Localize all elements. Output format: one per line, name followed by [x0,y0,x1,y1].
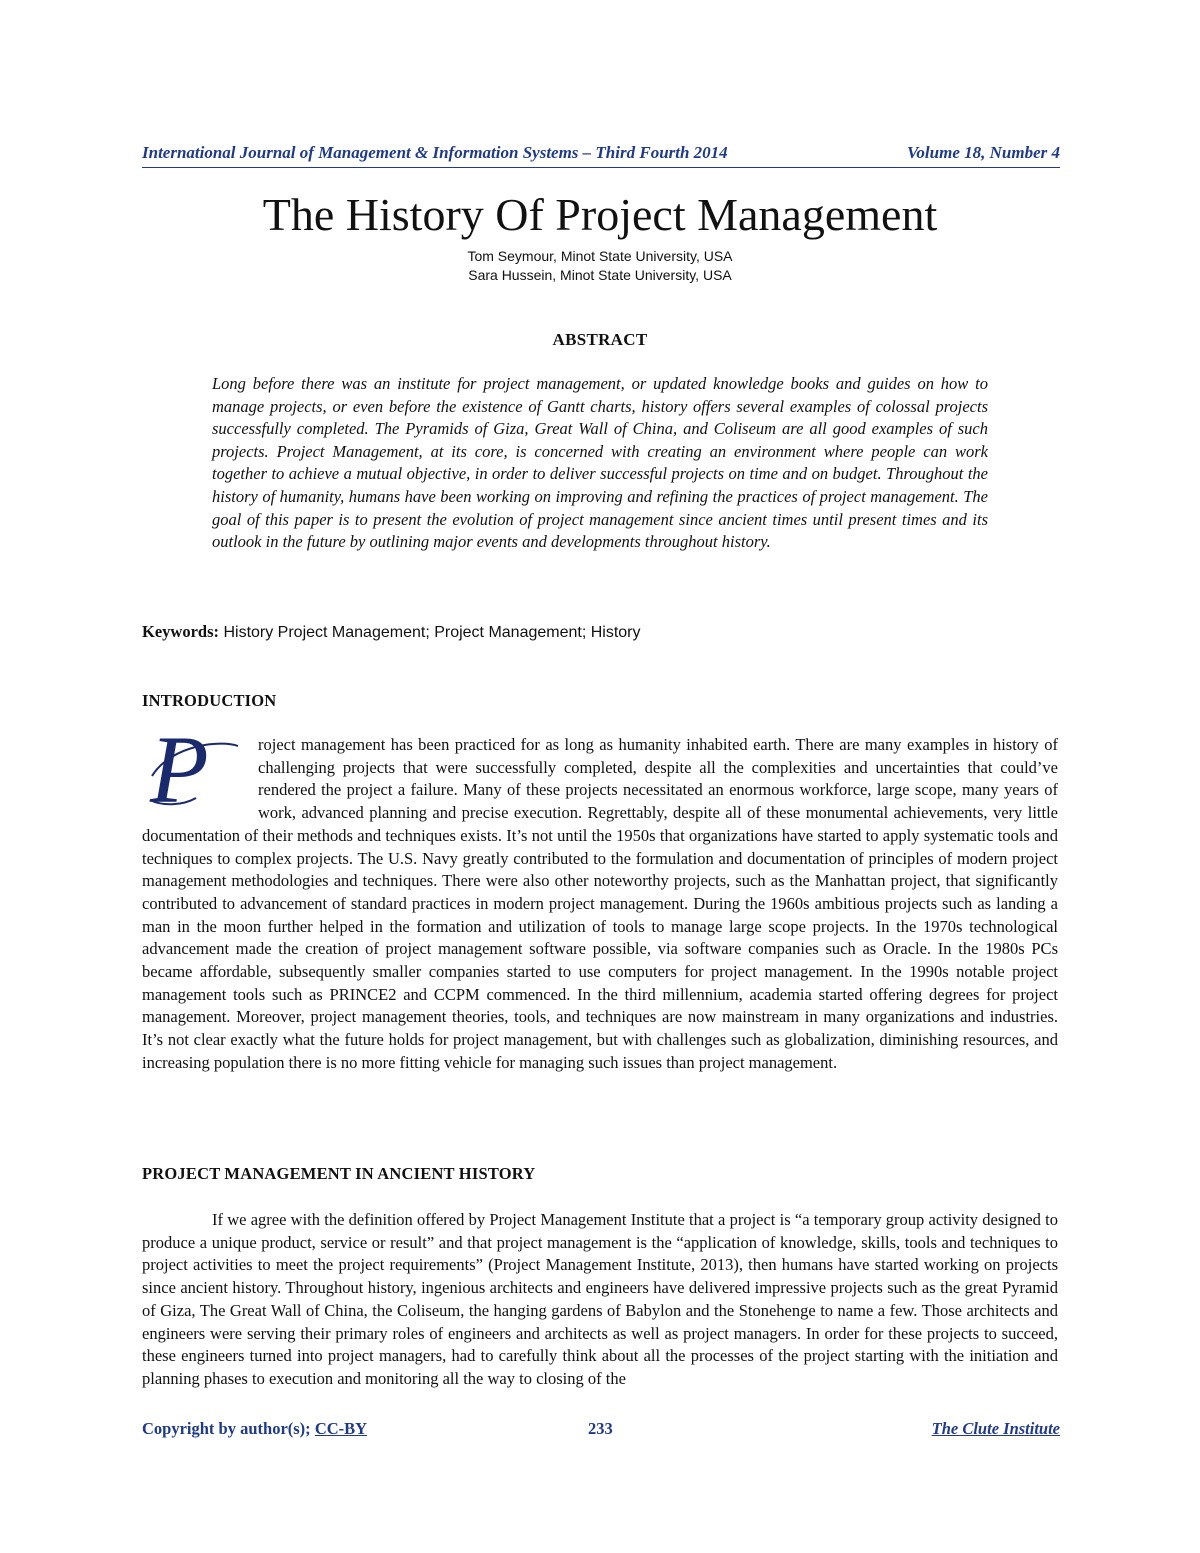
keywords-label: Keywords: [142,622,219,641]
introduction-paragraph: roject management has been practiced for as long as humanity inhabited earth. There are many examples in history of challenging projects that were successfully completed, despite all the complexities and uncertainties that could’ve rendered the project a failure. Many of these projects necessitated an enormous workforce, large scope, many years of work, advanced planning and precise execution. Regrettably, despite all of these monumental achievements, very little documentation of their methods and techniques exists. It’s not until the 1950s that organizations have started to apply systematic tools and techniques to complex projects. The U.S. Navy greatly contributed to the formulation and documentation of principles of modern project management methodologies and techniques. There were also other noteworthy projects, such as the Manhattan project, that significantly contributed to advancement of standard practices in modern project management. During the 1960s ambitious projects such as landing a man in the moon further helped in the formation and utilization of tools to manage large scope projects. In the 1970s technological advancement made the creation of project management software possible, via software companies such as Oracle. In the 1980s PCs became affordable, subsequently smaller companies started to use computers for project management. In the 1990s notable project management tools such as PRINCE2 and CCPM commenced. In the third millennium, academia started offering degrees for project management. Moreover, project management theories, tools, and techniques are now mainstream in many organizations and industries. It’s not clear exactly what the future holds for project management, but with challenges such as globalization, diminishing resources, and increasing population there is no more fitting vehicle for managing such issues than project management. [142,735,1058,1072]
author-line: Tom Seymour, Minot State University, USA [467,248,733,264]
abstract-text: Long before there was an institute for project management, or updated knowledge books and guides on how to manage projects, or even before the existence of Gantt charts, history offers several examples of colossal projects successfully completed. The Pyramids of Giza, Great Wall of China, and Coliseum are all good examples of such projects. Project Management, at its core, is concerned with creating an environment where people can work together to achieve a mutual objective, in order to deliver successful projects on time and on budget. Throughout the history of humanity, humans have been working on improving and refining the practices of project management. The goal of this paper is to present the evolution of project management since ancient times until present times and its outlook in the future by outlining major events and developments throughout history. [212,374,988,552]
author-line: Sara Hussein, Minot State University, USA [468,267,732,283]
section-heading-introduction: INTRODUCTION [142,691,277,710]
page-footer [142,1419,1060,1443]
copyright-notice [142,1419,367,1439]
abstract-heading: ABSTRACT [552,330,648,349]
journal-name: International Journal of Management & Information Systems – Third Fourth 2014 [142,143,728,162]
volume-number: Volume 18, Number 4 [906,143,1060,162]
copyright-text: Copyright by author(s); [142,1419,315,1438]
paper-title: The History Of Project Management [262,189,938,240]
author-list [0,247,1200,285]
introduction-body [142,734,1058,1075]
keywords-value: History Project Management; Project Management; History [223,624,641,641]
section-heading-ancient-history: PROJECT MANAGEMENT IN ANCIENT HISTORY [142,1164,536,1183]
license-link[interactable]: CC-BY [314,1419,368,1438]
dropcap-glyph: P [150,736,209,808]
ancient-history-paragraph: If we agree with the definition offered by Project Management Institute that a project is “a temporary group activity designed to produce a unique product, service or result” and that project management is the “application of knowledge, skills, tools and techniques to project activities to meet the project requirements” (Project Management Institute, 2013), then humans have started working on projects since ancient history. Throughout history, ingenious architects and engineers have delivered impressive projects such as the great Pyramid of Giza, The Great Wall of China, the Coliseum, the hanging gardens of Babylon and the Stonehenge to name a few. Those architects and engineers were serving their primary roles of engineers and architects as well as project managers. In order for these projects to succeed, these engineers turned into project managers, had to carefully think about all the processes of the project starting with the initiation and planning phases to execution and monitoring all the way to closing of the [142,1210,1058,1388]
keywords [142,622,641,642]
dropcap-letter [142,736,254,808]
publisher-link[interactable]: The Clute Institute [931,1419,1060,1438]
page-number: 233 [588,1419,613,1438]
running-header [142,143,1060,168]
